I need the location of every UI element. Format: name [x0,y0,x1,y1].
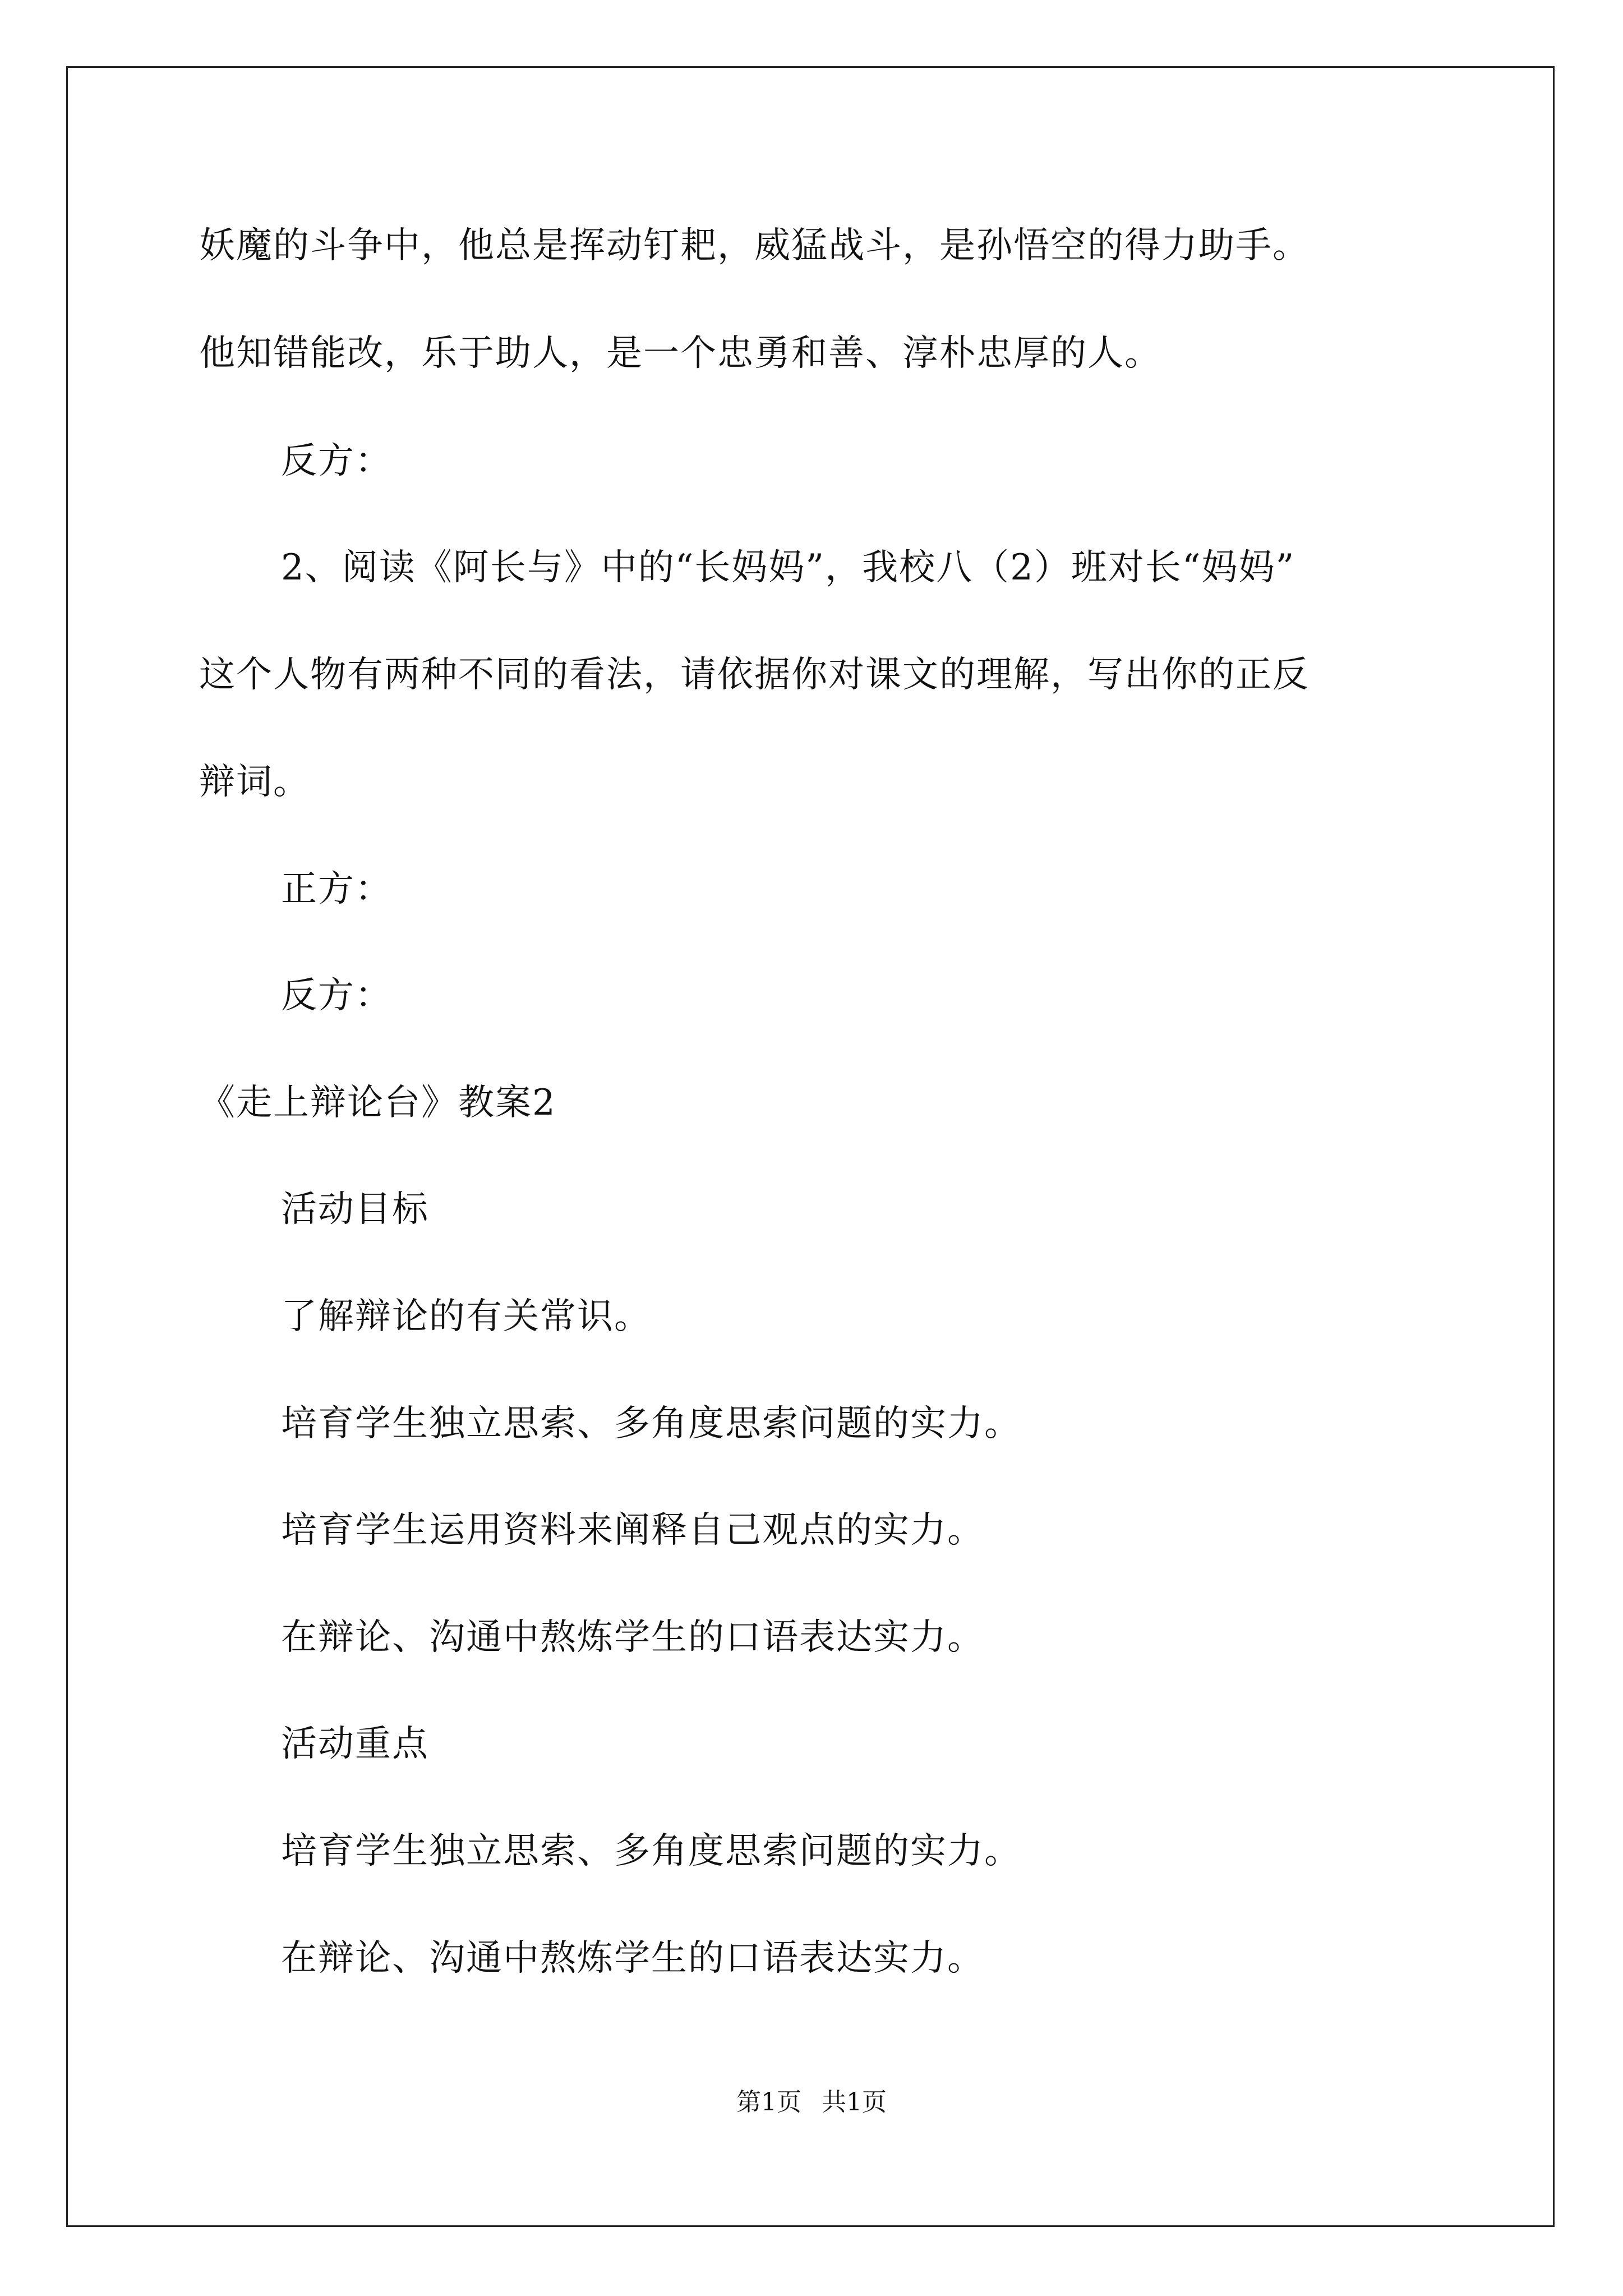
body-line: 反方： [281,440,392,482]
body-line: 在辩论、沟通中熬炼学生的口语表达实力。 [281,1938,984,1979]
body-line: 这个人物有两种不同的看法，请依据你对课文的理解，写出你的正反 [199,654,1310,696]
body-line: 培育学生运用资料来阐释自己观点的实力。 [281,1510,984,1551]
body-line: 2、阅读《阿长与》中的“长妈妈”，我校八（2）班对长“妈妈” [281,547,1295,588]
body-line: 正方： [281,868,392,910]
body-line: 反方： [281,975,392,1016]
section-heading: 《走上辩论台》教案2 [199,1082,556,1124]
page-border [66,66,1555,2227]
body-line: 在辩论、沟通中熬炼学生的口语表达实力。 [281,1617,984,1658]
body-line: 辩词。 [199,761,310,803]
body-line: 他知错能改，乐于助人，是一个忠勇和善、淳朴忠厚的人。 [199,333,1161,374]
body-line: 活动目标 [281,1189,429,1230]
body-line: 培育学生独立思索、多角度思索问题的实力。 [281,1830,1021,1872]
body-line: 妖魔的斗争中，他总是挥动钉耙，威猛战斗，是孙悟空的得力助手。 [199,225,1310,266]
page-footer [0,2087,1623,2118]
page-number: 第1页 [736,2088,801,2116]
body-line: 了解辩论的有关常识。 [281,1296,651,1337]
body-line: 培育学生独立思索、多角度思索问题的实力。 [281,1403,1021,1444]
page-total: 共1页 [822,2088,887,2116]
body-line: 活动重点 [281,1723,429,1765]
